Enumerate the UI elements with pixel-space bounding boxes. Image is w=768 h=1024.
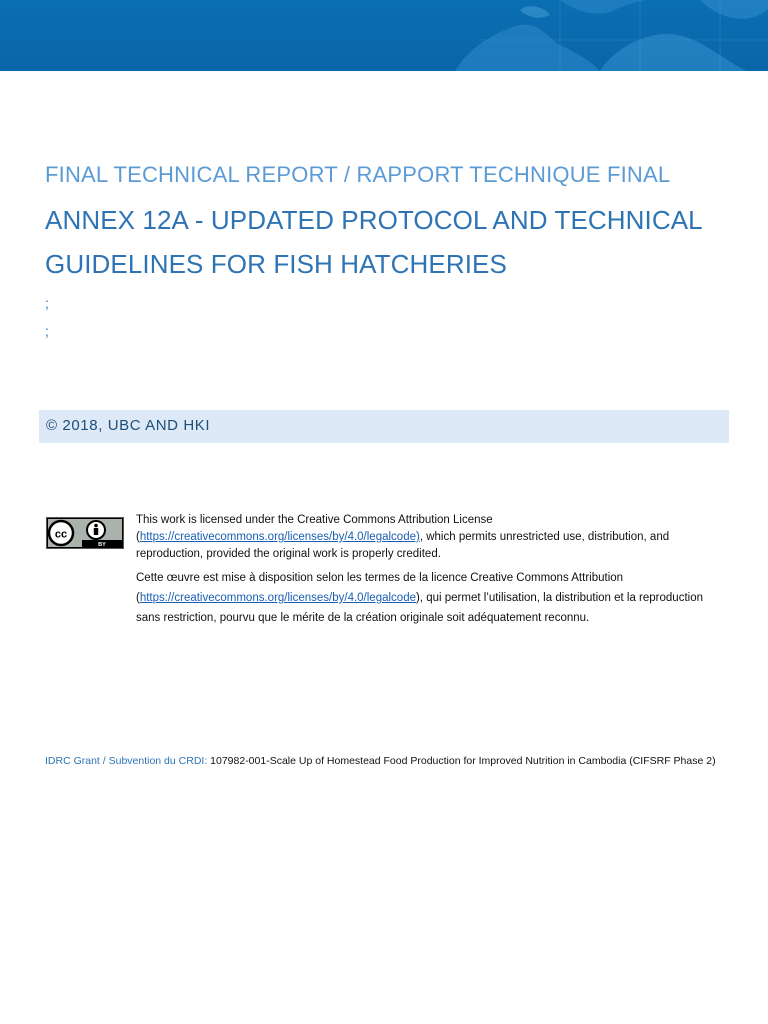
author-line-2: ; <box>45 323 49 339</box>
cc-by-icon <box>46 517 124 554</box>
license-link-en[interactable]: https://creativecommons.org/licenses/by/4.0/legalcode) <box>139 531 420 543</box>
license-link-fr[interactable]: https://creativecommons.org/licenses/by/4.0/legalcode <box>139 592 416 604</box>
grant-info <box>45 752 725 771</box>
copyright-text: © 2018, UBC AND HKI <box>46 417 211 434</box>
license-english: This work is licensed under the Creative Commons Attribution License (https://creativecommons.org/licenses/by/4.0/legalcode), which permits unrestricted use, distribution, and reproduction, provided the original work is properly credited. <box>136 514 670 560</box>
world-map-graphic <box>0 0 768 71</box>
svg-text:BY: BY <box>98 542 106 548</box>
license-french: Cette œuvre est mise à disposition selon les termes de la licence Creative Commons Attribution (https://creativecommons.org/licenses/by/4.0/legalcode), qui permet l’utilisation, la distribution et la reproduction sans restriction, pourvu que le mérite de la création originale soit adéquatement reconnu. <box>136 572 703 624</box>
document-title: ANNEX 12A - UPDATED PROTOCOL AND TECHNICAL GUIDELINES FOR FISH HATCHERIES <box>45 205 702 279</box>
grant-label: IDRC Grant / Subvention du CRDI: <box>45 755 208 767</box>
grant-text: 107982-001-Scale Up of Homestead Food Production for Improved Nutrition in Cambodia (CIFSRF Phase 2) <box>207 755 716 767</box>
svg-text:cc: cc <box>54 528 68 541</box>
copyright-bar <box>39 410 729 443</box>
license-text <box>136 512 728 633</box>
header-banner <box>0 0 768 71</box>
report-type-heading: FINAL TECHNICAL REPORT / RAPPORT TECHNIQUE FINAL <box>45 162 671 187</box>
author-line-1: ; <box>45 295 49 311</box>
